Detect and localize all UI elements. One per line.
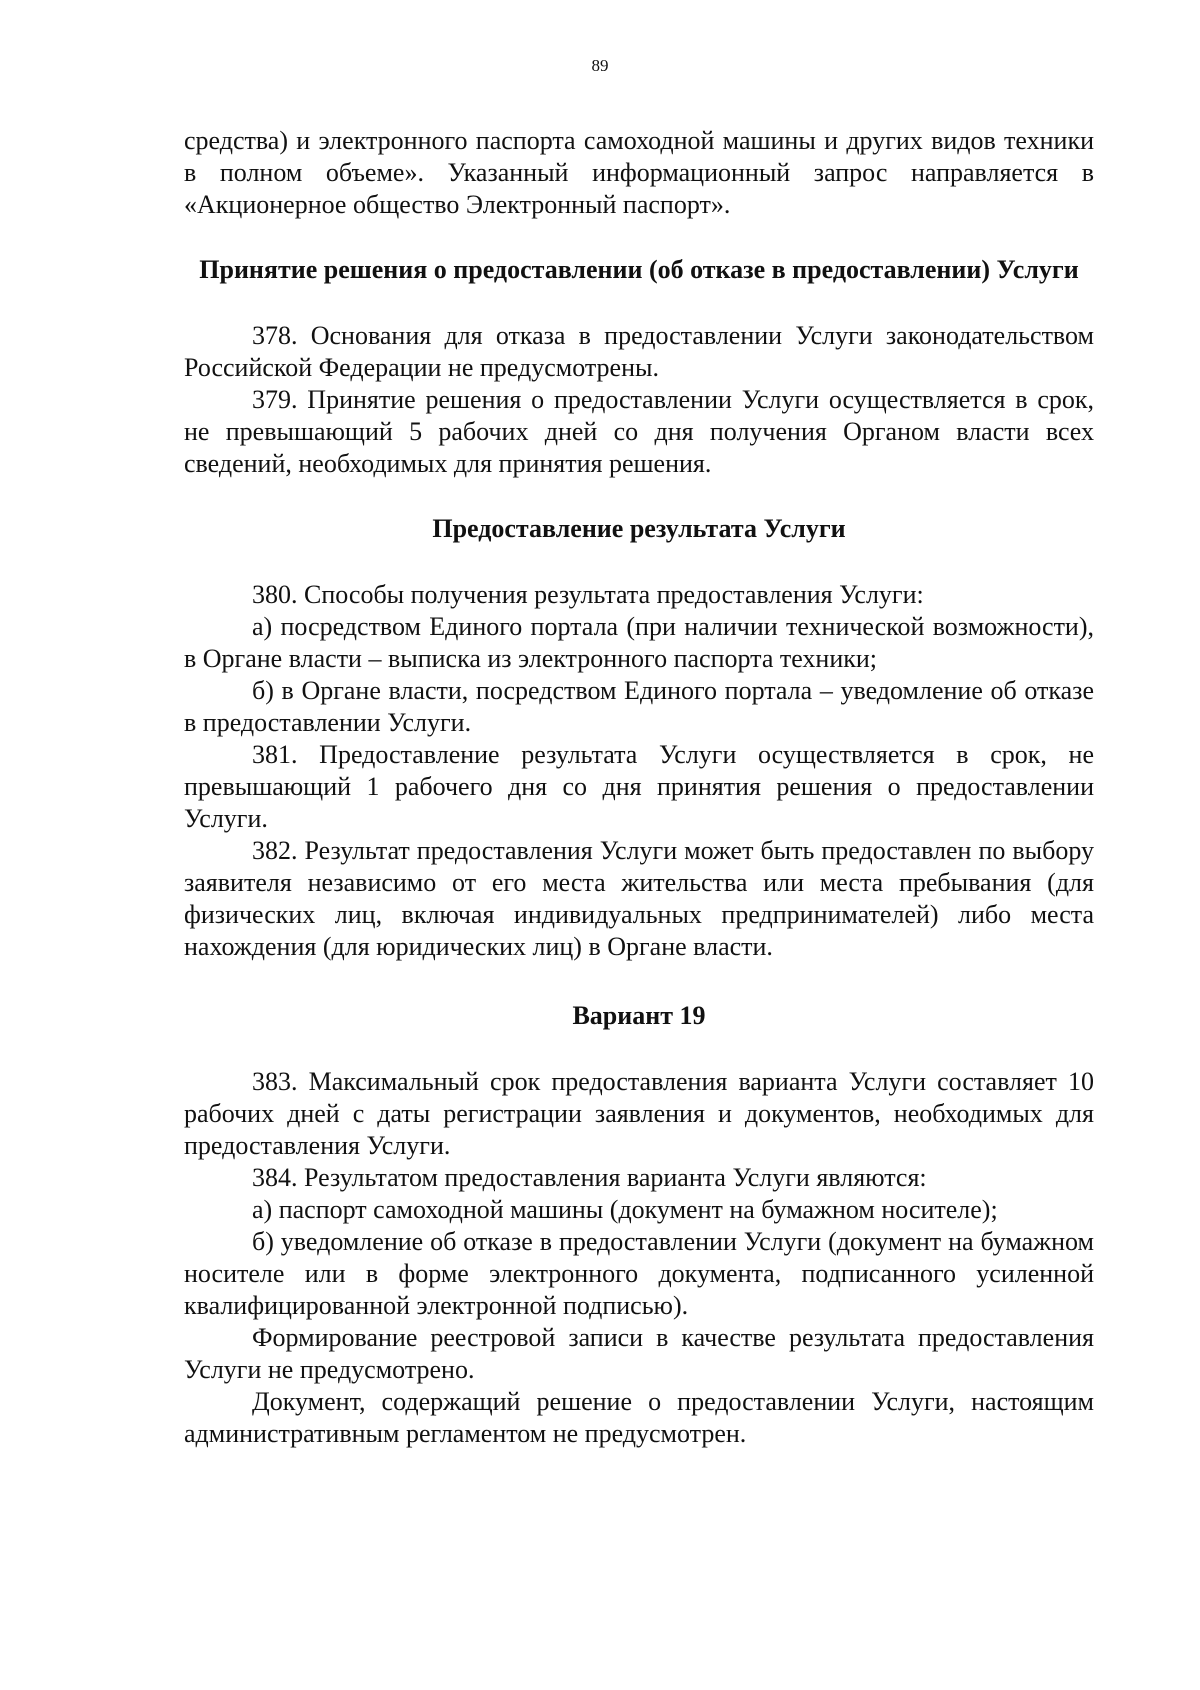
paragraph-decision-document: Документ, содержащий решение о предоставлении Услуги, настоящим административным регламентом не предусмотрен.: [184, 1387, 1094, 1448]
paragraph-380: 380. Способы получения результата предоставления Услуги:: [252, 580, 924, 609]
paragraph-381: 381. Предоставление результата Услуги осуществляется в срок, не превышающий 1 рабочего дня со дня принятия решения о предоставлении Услуги.: [184, 740, 1094, 833]
paragraph-379: 379. Принятие решения о предоставлении Услуги осуществляется в срок, не превышающий 5 рабочих дней со дня получения Органом власти всех сведений, необходимых для принятия решения.: [184, 385, 1094, 478]
document-body: [184, 125, 1094, 1450]
paragraph-384: 384. Результатом предоставления варианта Услуги являются:: [252, 1163, 927, 1192]
page-number: 89: [591, 56, 609, 75]
paragraph-378: 378. Основания для отказа в предоставлении Услуги законодательством Российской Федерации не предусмотрены.: [184, 321, 1094, 382]
paragraph-384-b: б) уведомление об отказе в предоставлении Услуги (документ на бумажном носителе или в форме электронного документа, подписанного усиленной квалифицированной электронной подписью).: [184, 1227, 1094, 1320]
paragraph-registry-record: Формирование реестровой записи в качестве результата предоставления Услуги не предусмотрено.: [184, 1323, 1094, 1384]
section-heading-decision: Принятие решения о предоставлении (об отказе в предоставлении) Услуги: [199, 255, 1079, 284]
paragraph-380-a: а) посредством Единого портала (при наличии технической возможности), в Органе власти – выписка из электронного паспорта техники;: [184, 612, 1094, 673]
paragraph-384-a: а) паспорт самоходной машины (документ на бумажном носителе);: [252, 1195, 998, 1224]
intro-paragraph: средства) и электронного паспорта самоходной машины и других видов техники в полном объеме». Указанный информационный запрос направляется в «Акционерное общество Электронный паспорт».: [184, 126, 1094, 219]
paragraph-380-b: б) в Органе власти, посредством Единого портала – уведомление об отказе в предоставлении Услуги.: [184, 676, 1094, 737]
paragraph-383: 383. Максимальный срок предоставления варианта Услуги составляет 10 рабочих дней с даты регистрации заявления и документов, необходимых для предоставления Услуги.: [184, 1067, 1094, 1160]
section-heading-variant-19: Вариант 19: [572, 1001, 706, 1030]
paragraph-382: 382. Результат предоставления Услуги может быть предоставлен по выбору заявителя независимо от его места жительства или места пребывания (для физических лиц, включая индивидуальных предпринимателей) либо места нахождения (для юридических лиц) в Органе власти.: [184, 836, 1094, 961]
section-heading-result: Предоставление результата Услуги: [432, 514, 846, 543]
